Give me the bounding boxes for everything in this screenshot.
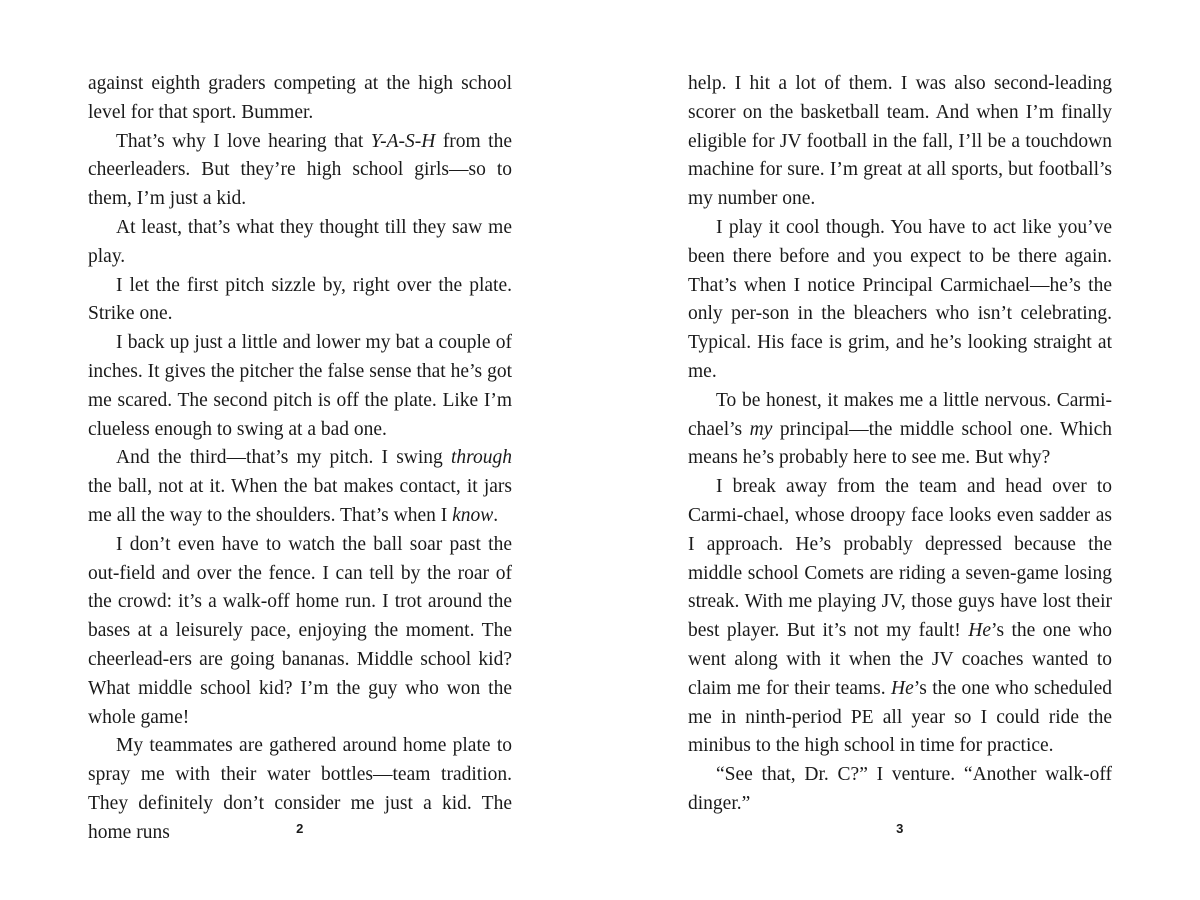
left-page-text	[88, 70, 512, 848]
paragraph: I let the first pitch sizzle by, right over the plate. Strike one.	[88, 274, 512, 325]
paragraph: My teammates are gathered around home plate to spray me with their water bottles—team tradition. They definitely don’t consider me just a kid. The home runs	[88, 735, 512, 843]
paragraph: At least, that’s what they thought till they saw me play.	[88, 216, 512, 267]
paragraph: To be honest, it makes me a little nervous. Carmi-chael’s my principal—the middle school one. Which means he’s probably here to see me. But why?	[688, 389, 1113, 469]
right-page-number: 3	[896, 821, 904, 836]
paragraph: “See that, Dr. C?” I venture. “Another walk-off dinger.”	[688, 764, 1112, 814]
paragraph: I don’t even have to watch the ball soar past the out-field and over the fence. I can tell by the roar of the crowd: it’s a walk-off home run. I trot around the bases at a leisurely pace, enjoying the moment. The cheerlead-ers are going bananas. Middle school kid? What middle school kid? I’m the guy who won the whole game!	[88, 533, 512, 728]
paragraph: That’s why I love hearing that Y-A-S-H from the cheerleaders. But they’re high school girls—so to them, I’m just a kid.	[88, 130, 512, 210]
paragraph: against eighth graders competing at the high school level for that sport. Bummer.	[88, 73, 512, 123]
right-page-text	[688, 70, 1112, 819]
paragraph: help. I hit a lot of them. I was also second-leading scorer on the basketball team. And when I’m finally eligible for JV football in the fall, I’ll be a touchdown machine for sure. I’m great at all sports, but football’s my number one.	[688, 73, 1112, 210]
paragraph: I play it cool though. You have to act like you’ve been there before and you expect to be there again. That’s when I notice Principal Carmichael—he’s the only per-son in the bleachers who isn’t celebrating. Typical. His face is grim, and he’s looking straight at me.	[688, 216, 1112, 382]
left-page-number: 2	[296, 821, 304, 836]
paragraph: And the third—that’s my pitch. I swing through the ball, not at it. When the bat makes contact, it jars me all the way to the shoulders. That’s when I know.	[88, 447, 512, 526]
paragraph: I break away from the team and head over to Carmi-chael, whose droopy face looks even sadder as I approach. He’s probably depressed because the middle school Comets are riding a seven-game losing streak. With me playing JV, those guys have lost their best player. But it’s not my fault! He’s the one who went along with it when the JV coaches wanted to claim me for their teams. He’s the one who scheduled me in ninth-period PE all year so I could ride the minibus to the high school in time for practice.	[688, 476, 1112, 757]
paragraph: I back up just a little and lower my bat a couple of inches. It gives the pitcher the false sense that he’s got me scared. The second pitch is off the plate. Like I’m clueless enough to swing at a bad one.	[88, 332, 512, 440]
